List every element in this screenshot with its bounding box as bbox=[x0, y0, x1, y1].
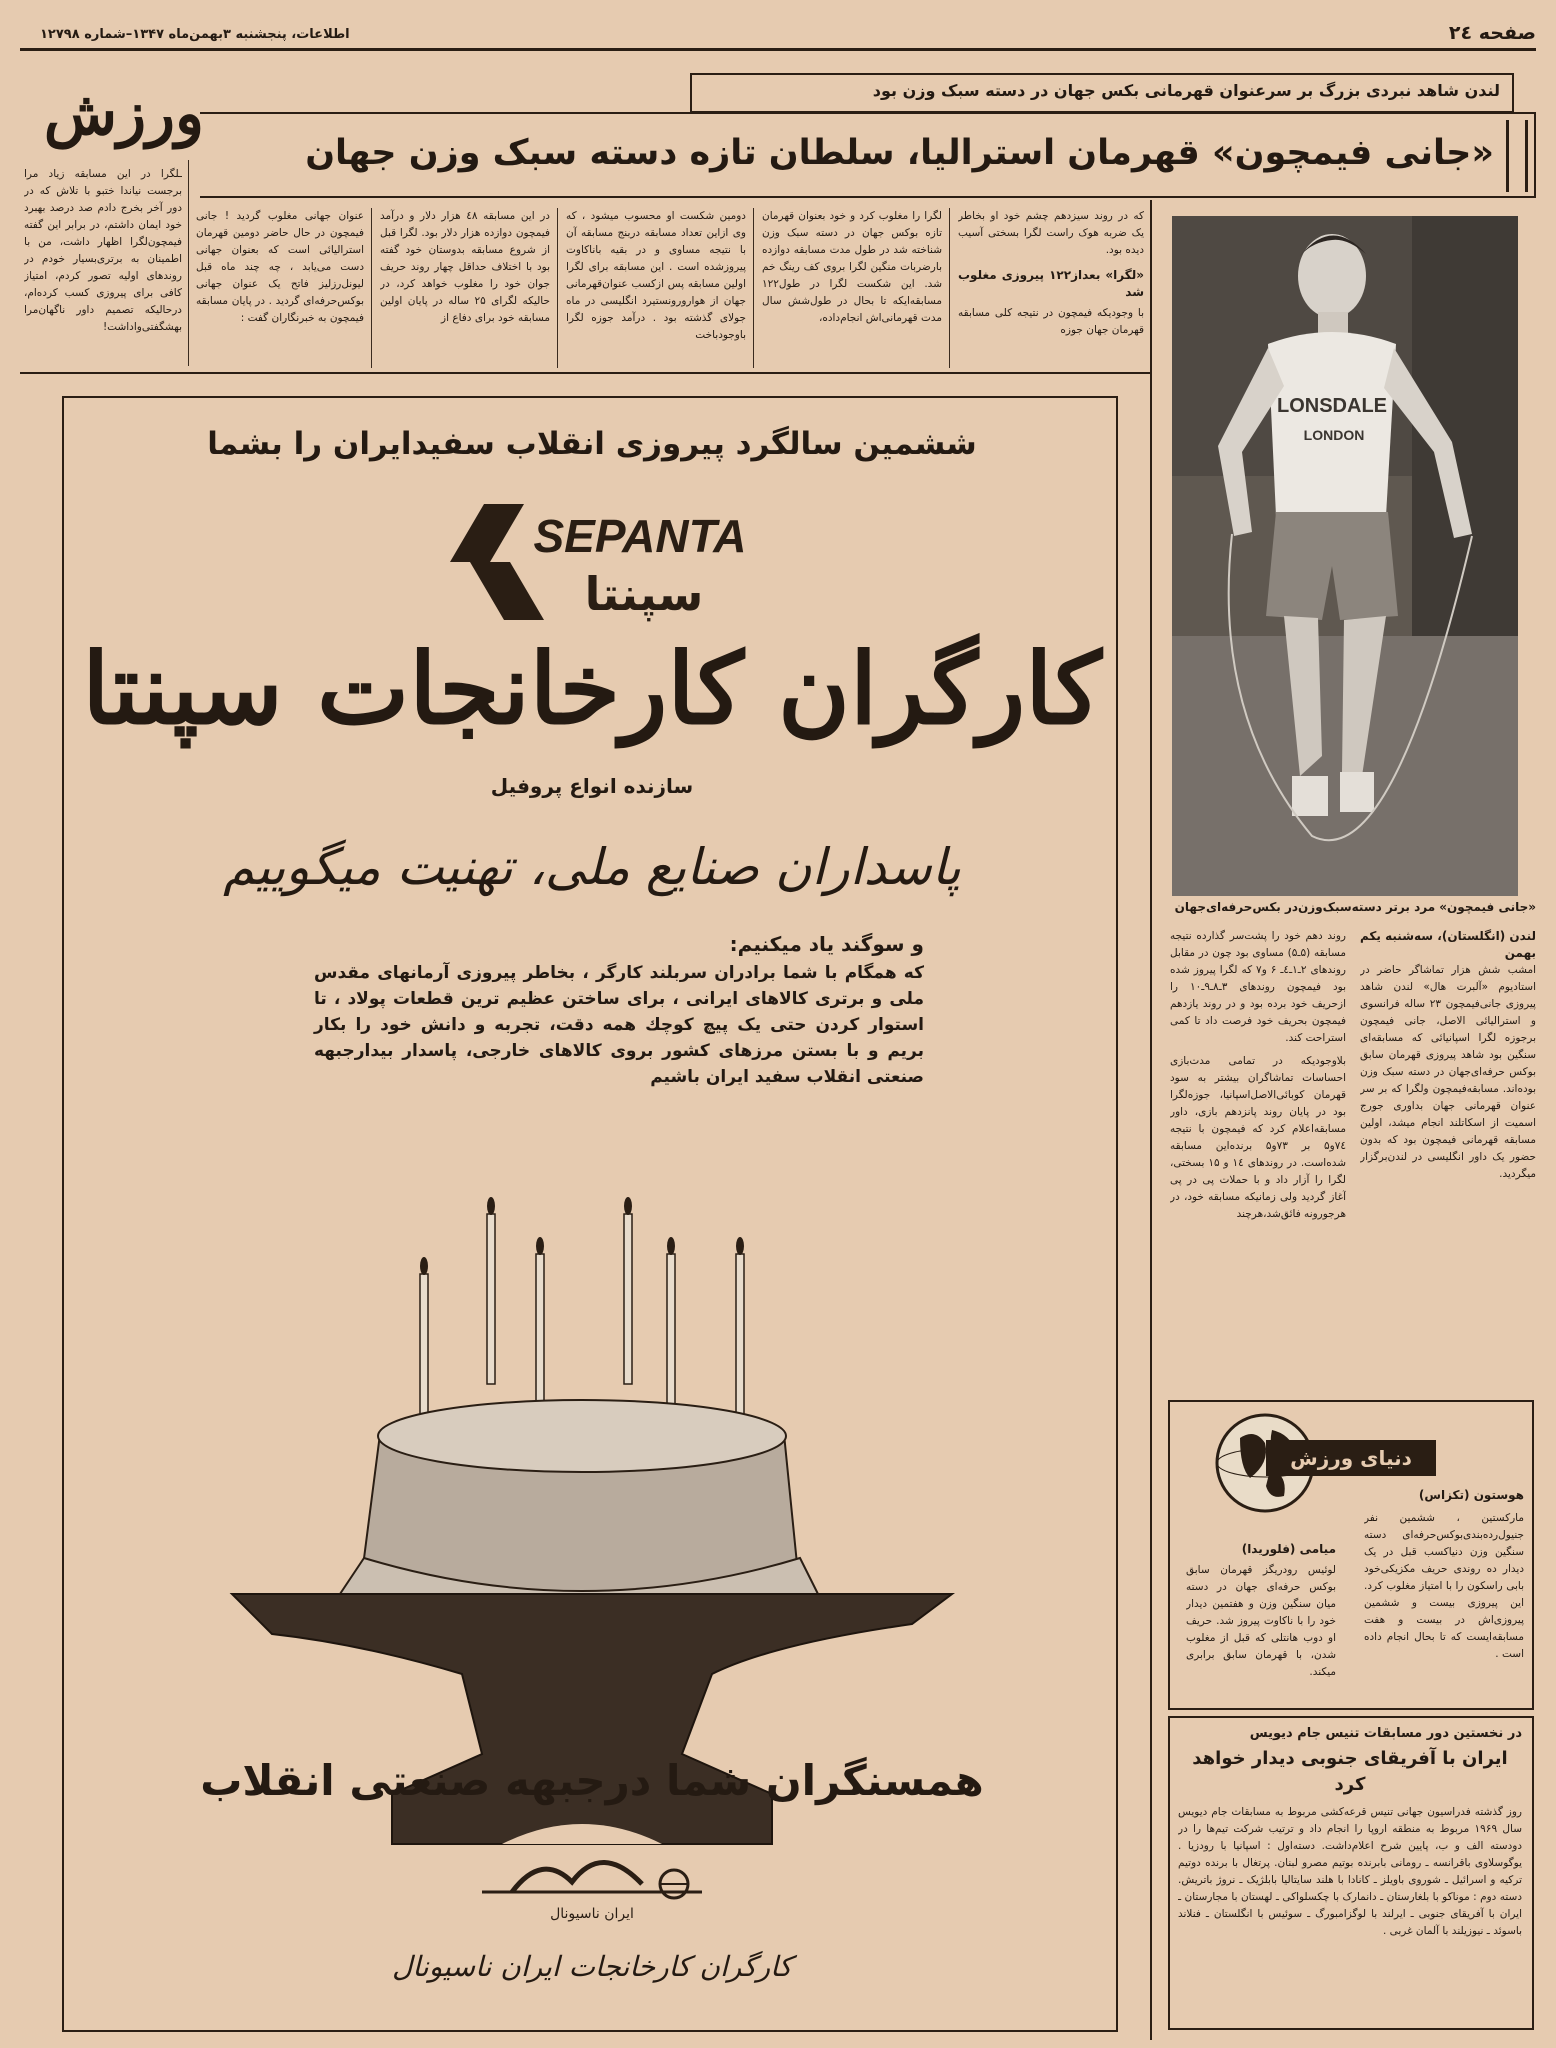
miami-text: لوئیس رودریگز قهرمان سابق بوکس حرفه‌ای جهان در دسته میان سنگین وزن و هفتمین دیدار خود را با ناکاوت پیروز شد. حریف او دوب هانتلی که قبل از مغلوب شدن، با قهرمان سابق برابری میکند. bbox=[1186, 1564, 1336, 1678]
right-article-text-2: امشب شش هزار تماشاگر حاضر در استادیوم «آلبرت هال» لندن شاهد پیروزی جانی‌فیمچون ۲۳ ساله فرانسوی و استرالیائی الاصل، جانی فیمچون برجوزه لگرا اسپانیائی که مسابقه‌ای سنگین بود شاهد پیروزی قهرمان سابق بوکس حرفه‌ای‌جهان در دسته سبک وزن بوده‌اند. مسابقه‌فیمچون ولگرا که بر سر عنوان قهرمانی جهان بداوری جورج اسمیت از اسکاتلند انجام میشد، اولین مسابقه قهرمانی فیمچون بود که بدون حضور یک داور انگلیسی در لندن‌برگزار میگردید. bbox=[1360, 964, 1536, 1180]
ad-oath-intro: و سوگند یاد میکنیم: bbox=[729, 932, 924, 956]
logo-persian: سپنتا bbox=[584, 567, 704, 621]
sepanta-logo bbox=[430, 492, 760, 632]
ad-script-line: پاسداران صنایع ملی، تهنیت میگوییم bbox=[223, 838, 961, 896]
right-article bbox=[1160, 928, 1536, 1388]
right-article-col-a bbox=[1360, 928, 1536, 1388]
miami-headline: میامی (فلوریدا) bbox=[1241, 1542, 1336, 1556]
page-header bbox=[20, 18, 1536, 48]
right-article-text-1: روند دهم خود را پشت‌سر گذارده نتیجه مسابقه (۵ـ۵) مساوی بود چون در مقابل روندهای ۲ـ۱ـ٤ـ ۶ و۷ که لگرا پیروز شده بود فیمچون روندهای ۳ـ۸ـ۹ـ۱۰ را ازحریف خود برده بود و در روند یازدهم فیمچون بحریف خود فرصت داد تا کمی استراحت کند. bbox=[1170, 930, 1346, 1044]
ad-sponsor-line: کارگران کارخانجات ایران ناسیونال bbox=[392, 1950, 792, 1983]
houston-headline: هوستون (تکزاس) bbox=[1418, 1488, 1524, 1502]
world-sport-box bbox=[1168, 1400, 1534, 1710]
article-subhead: «لگرا» بعداز۱۲۲ پیروزی مغلوب شد bbox=[958, 268, 1144, 299]
main-headline: «جانی فیمچون» قهرمان استرالیا، سلطان تازه دسته سبک وزن جهان bbox=[305, 133, 1494, 173]
ad-bottom-line: همسنگران شما درجبهه صنعتی انقلاب bbox=[200, 1756, 984, 1805]
article-col-4: در این مسابقه ٤۸ هزار دلار و درآمد فیمچون دوازده هزار دلار بود. لگرا قبل از شروع مسابقه بدوستان خود گفته بود با اختلاف حداقل چهار روند حریف جوان خود را مغلوب خواهد کرد، در حالیکه لگرای ۲۵ ساله در پایان اولین مسابقه خود برای دفاع از bbox=[380, 210, 550, 324]
headline-bars bbox=[1506, 120, 1528, 192]
tennis-kicker: در نخستین دور مسابقات تنیس جام دیویس bbox=[1249, 1726, 1522, 1741]
iran-national-logo-graphic bbox=[452, 1822, 732, 1932]
shirt-brand: LONSDALE bbox=[1277, 395, 1387, 417]
ad-oath-text: که همگام با شما برادران سربلند کارگر ، بخاطر پیروزی آرمانهای مقدس ملی و برتری کالاهای ایرانی ، برای ساختن عظیم ترین قطعات پولاد ، تا استوار کردن حتی یک پیچ کوچك همه دقت، تجربه و دانش خود را بکار بریم و با بستن مرزهای کشور بروی کالاهای خارجی، پاسدار بیدارجبهه صنعتی انقلاب سفید ایران باشیم bbox=[314, 963, 924, 1087]
boxer-photo bbox=[1172, 216, 1518, 896]
article-bottom-rule bbox=[20, 372, 1150, 374]
right-article-text-3: بلاوجودیکه در تمامی مدت‌بازی احساسات تماشاگران بیشتر به سود قهرمان کوبائی‌الاصل‌اسپانیا، جوزه‌لگرا بود در پایان روند پانزدهم بازی، داور مسابقه‌اعلام کرد که فیمچون با نتیجه ۷٤‌و۵ بر ۷۳‌و۵ برنده‌این مسابقه شده‌است. در روندهای ۱٤ و ۱۵ بسختی، لگرا را آزار داد و با حملات پی در پی آغاز گردید ولی زمانیکه مسابقه خود، در هرجورونه فائق‌شد،هرچند bbox=[1170, 1055, 1346, 1220]
right-article-dateline: لندن (انگلستان)، سه‌شنبه یکم بهمن bbox=[1360, 929, 1536, 960]
article-rule-1 bbox=[949, 208, 950, 368]
article-col-1 bbox=[958, 208, 1144, 368]
tennis-headline: ایران با آفریقای جنوبی دیدار خواهد کرد bbox=[1192, 1748, 1508, 1795]
sepanta-advertisement bbox=[62, 396, 1118, 2032]
houston-text: مارکستین ، ششمین نفر جنیول‌رده‌بندی‌بوکس‌حرفه‌ای دسته سنگین وزن دنیاکسب قبل در یک دیدار ده روندی حریف مکزیکی‌خود بابی راسکون را با امتیاز مغلوب کرد. این پیروزی بیست و ششمین پیروزی‌اش در بیست و هفت مسابقه‌ایست که تا بحال انجام داده‌ است . bbox=[1364, 1512, 1524, 1660]
article-columns bbox=[194, 208, 1144, 368]
section-title: ورزش bbox=[43, 79, 204, 149]
article-col-5: عنوان جهانی مغلوب گردید ! جانی فیمچون در حال حاضر دومین قهرمان استرالیائی است که بعنوان جهانی دست می‌یابد ، چه چند ماه قبل لیونل‌رزلیز فاتح یک عنوان جهانی بوکس‌حرفه‌ای گردید . در پایان مسابقه فیمچون به خبرنگار‌ان گفت : bbox=[196, 210, 364, 324]
sponsor-logo-text: ایران ناسیونال bbox=[550, 1906, 634, 1922]
boxer-illustration bbox=[1172, 216, 1518, 896]
left-column-rule bbox=[188, 160, 189, 366]
page-number: صفحه ۲٤ bbox=[1448, 22, 1536, 44]
ad-top-line: ششمین سالگرد پیروزی انقلاب سفیدایران را بشما bbox=[207, 426, 977, 462]
article-col-3: دومین شکست او محسوب میشود ، که وی ازاین تعداد مسابقه دربنج مسابقه آن با نتیجه مساوی و در بقیه باناکاوت پیروزشده است . این مسابقه برای لگرا اولین مسابقه پس ازکسب عنوان‌قهرمانی جهان از هوارورونستیرد انگلیسی در ماه جولای گذشته بود . درآمد جوزه لگرا باوجودباخت bbox=[566, 210, 746, 341]
right-article-col-b bbox=[1170, 928, 1346, 1388]
issue-line: اطلاعات، پنجشنبه ۳بهمن‌ماه ۱۳۴۷–شماره ۱۲۷۹۸ bbox=[40, 27, 350, 42]
cake-anvil-illustration bbox=[212, 1154, 972, 1854]
sepanta-logo-graphic bbox=[430, 492, 760, 632]
iran-national-logo bbox=[452, 1822, 732, 1932]
article-rule-3 bbox=[557, 208, 558, 368]
headline-kicker: لندن شاهد نبردی بزرگ بر سرعنوان قهرمانی بکس جهان در دسته سبک وزن بود bbox=[690, 73, 1514, 113]
left-column-text: ـلگرا در این مسابقه زیاد مرا برجست نیاندا ختبو با تلاش که در دور آخر بخرج دادم صد درصد بهبرد خود ایمان داشتم، در برابر این گفته فیمچون‌لگرا اظهار داشت، من با اطمینان به برتری‌بسیار خودم در روندهای اولیه تصور کردم، امتیاز کافی برای پیروزی کسب کرده‌ام، درحالیکه تصمیم داور ناگهان‌مرا بهشگفتی‌واداشت! bbox=[24, 168, 182, 333]
article-col-1b-text: با وجودیکه فیمچون در نتیجه کلی مسابقه قهرمان جهان جوزه bbox=[958, 307, 1144, 336]
ad-main-title: کارگران کارخانجات سپنتا bbox=[82, 632, 1102, 747]
headline-box bbox=[200, 112, 1536, 198]
article-col-2: لگرا را مغلوب کرد و خود بعنوان قهرمان تازه بوکس جهان در دسته سبک وزن شناخته شد در طول مدت مسابقه دوازده بارضربات منگین لگرا بروی کف رینگ خم شد. این شکست لگرا در طول۱۲۲ مسابقه‌ایکه تا بحال در طول‌شش سال مدت قهرمانی‌اش انجام‌داده، bbox=[762, 210, 942, 324]
cake-on-anvil bbox=[212, 1154, 972, 1854]
header-rule bbox=[20, 48, 1536, 51]
article-rule-2 bbox=[753, 208, 754, 368]
center-vertical-rule bbox=[1150, 200, 1152, 2040]
ad-subtitle: سازنده انواع پروفیل bbox=[490, 774, 694, 798]
world-sport-logo: دنیای ورزش bbox=[1266, 1440, 1436, 1476]
tennis-text: روز گذشته فدراسیون جهانی تنیس قرعه‌کشی مربوط به مسابقات جام دیویس سال ۱۹۶۹ مربوط به منطقه اروپا را انجام داد و ترتیب شرکت تیم‌ها را در دودسته الف و ب، پایین شرح اعلام‌داشت. دسته‌اول : اسپانیا با رودزیا . یوگوسلاوی باقرانسه ـ رومانی بابرنده بوتیم مصرو لبنان. پرتغال با برنده دوتیم ترکیه و اسرائیل ـ شوروی باویلز ـ کانادا با هلند سایتالیا بابلژیک ـ نروژ باتریش. دسته دوم : موناکو با بلغارستان ـ دانمارک با چکسلواکی ـ لهستان با مجارستان ـ ایران با آفریقای جنوبی ـ ایرلند با لوگزامبورگ ـ سوئیس با انگلستان ـ فنلاند باسوئد ـ نیوزیلند با آلمان غربی . bbox=[1178, 1806, 1522, 1937]
logo-latin: SEPANTA bbox=[533, 510, 747, 562]
tennis-box bbox=[1168, 1716, 1534, 2030]
shirt-city: LONDON bbox=[1303, 427, 1365, 443]
article-col-1-text: که در روند سیزدهم چشم خود او بخاطر یک ضربه هوک راست لگرا بسختی آسیب دیده بود. bbox=[958, 210, 1144, 256]
article-rule-4 bbox=[371, 208, 372, 368]
photo-caption: «جانی فیمچون» مرد برتر دسته‌سبک‌وزن‌در بکس‌حرفه‌ای‌جهان bbox=[1174, 900, 1536, 914]
